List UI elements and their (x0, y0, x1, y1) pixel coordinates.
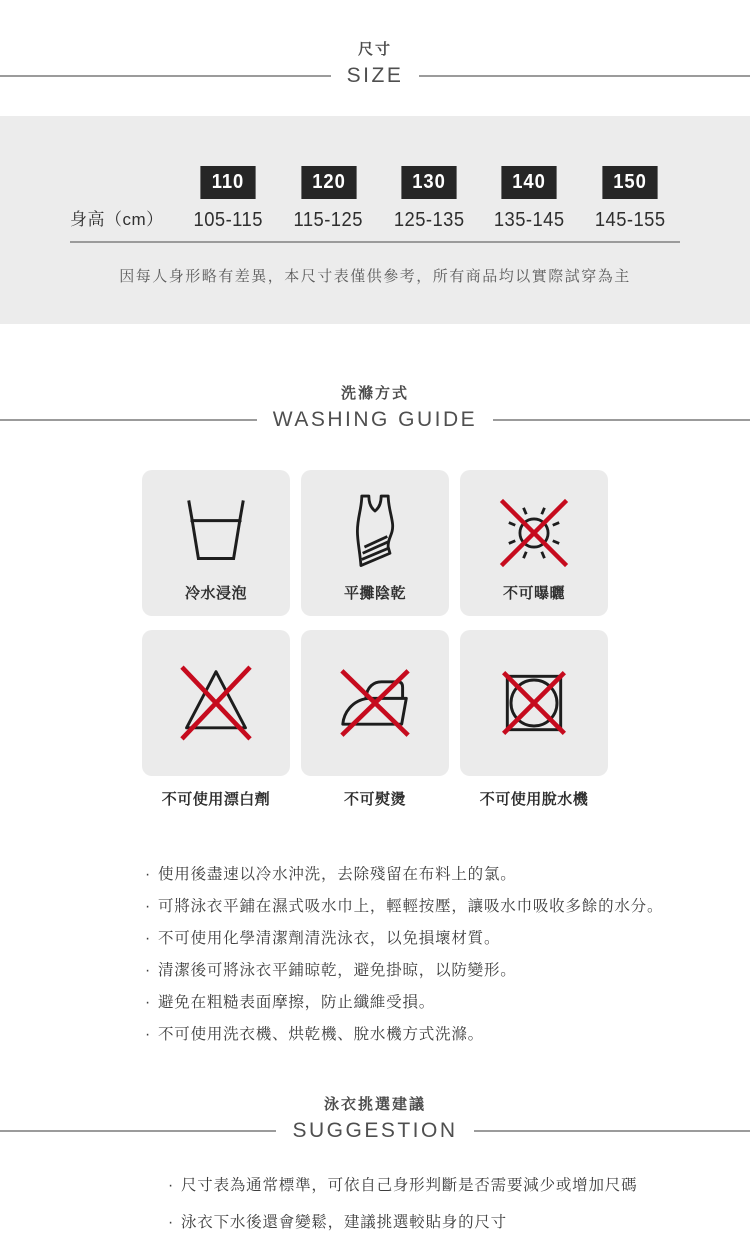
bullet-dot: · (145, 930, 151, 947)
care-card-no-iron (301, 630, 449, 809)
bullet-dot: · (145, 866, 151, 883)
care-label: 不可曝曬 (502, 585, 565, 602)
swimsuit-icon (331, 489, 419, 577)
washing-tip-text: 使用後盡速以冷水沖洗，去除殘留在布料上的氯。 (157, 866, 517, 883)
washing-tip (145, 955, 710, 987)
care-card-no-spin-dryer (460, 630, 608, 809)
suggestion-section-header (0, 1093, 750, 1143)
suggestion-tip-text: 尺寸表為通常標準，可依自己身形判斷是否需要減少或增加尺碼 (180, 1177, 638, 1194)
size-column (580, 166, 680, 232)
care-card-no-sun (460, 470, 608, 616)
divider-line (0, 75, 331, 77)
washing-tip (145, 859, 710, 891)
suggestion-title-en: SUGGESTION (292, 1119, 458, 1142)
bullet-dot: · (168, 1214, 174, 1231)
bullet-dot: · (145, 994, 151, 1011)
size-badge: 110 (201, 166, 256, 199)
washing-section-header (0, 382, 750, 432)
care-label: 不可使用漂白劑 (161, 791, 271, 808)
height-range: 105-115 (193, 209, 263, 231)
size-badge: 150 (602, 166, 657, 199)
no-iron-icon (329, 657, 421, 749)
size-column (479, 166, 579, 232)
height-row-label: 身高（cm） (70, 210, 164, 229)
size-column (379, 166, 479, 232)
size-column (178, 166, 278, 232)
bullet-dot: · (145, 962, 151, 979)
washing-title-zh: 洗滌方式 (340, 385, 409, 402)
divider-line (0, 419, 257, 421)
no-bleach-icon (170, 657, 262, 749)
washing-tip-text: 清潔後可將泳衣平鋪晾乾，避免掛晾，以防變形。 (157, 962, 517, 979)
washing-tip (145, 987, 710, 1019)
bullet-dot: · (145, 898, 151, 915)
washing-tips-list (145, 859, 710, 1051)
size-column (278, 166, 378, 232)
bullet-dot: · (145, 1026, 151, 1043)
care-card-no-bleach (142, 630, 290, 809)
no-spin-dryer-icon (488, 657, 580, 749)
care-card-cold-water (142, 470, 290, 616)
suggestion-tips-list (168, 1167, 710, 1241)
washing-tip-text: 不可使用洗衣機、烘乾機、脫水機方式洗滌。 (157, 1026, 484, 1043)
care-label: 不可熨燙 (343, 791, 406, 808)
washing-tip (145, 891, 710, 923)
care-label: 平攤陰乾 (343, 585, 406, 602)
washing-tip-text: 不可使用化學清潔劑清洗泳衣，以免損壞材質。 (157, 930, 501, 947)
washing-tip (145, 1019, 710, 1051)
care-card-flat-dry (301, 470, 449, 616)
height-range: 115-125 (293, 209, 364, 231)
height-range: 135-145 (494, 209, 565, 231)
washing-icon-grid (142, 470, 608, 809)
care-label: 不可使用脫水機 (479, 791, 589, 808)
size-title-zh: 尺寸 (357, 41, 392, 58)
height-range: 145-155 (594, 209, 666, 231)
basin-icon (172, 489, 260, 577)
divider-line (419, 75, 750, 77)
suggestion-tip (168, 1167, 710, 1204)
size-badge: 120 (301, 166, 356, 199)
size-badge: 130 (401, 166, 456, 199)
size-section-header (0, 38, 750, 88)
care-label: 冷水浸泡 (184, 585, 247, 602)
suggestion-title-zh: 泳衣挑選建議 (323, 1096, 426, 1113)
divider-line (493, 419, 750, 421)
washing-tip (145, 923, 710, 955)
size-badge: 140 (502, 166, 557, 199)
size-table (70, 166, 680, 243)
divider-line (0, 1130, 276, 1132)
size-disclaimer: 因每人身形略有差異，本尺寸表僅供參考，所有商品均以實際試穿為主 (119, 268, 631, 285)
divider-line (474, 1130, 750, 1132)
height-range: 125-135 (393, 209, 465, 231)
bullet-dot: · (168, 1177, 174, 1194)
washing-tip-text: 可將泳衣平鋪在濕式吸水巾上，輕輕按壓，讓吸水巾吸收多餘的水分。 (157, 898, 664, 915)
washing-title-en: WASHING GUIDE (272, 408, 478, 431)
washing-tip-text: 避免在粗糙表面摩擦，防止纖維受損。 (157, 994, 436, 1011)
size-title-en: SIZE (346, 64, 404, 87)
size-chart-band (0, 116, 750, 324)
no-sun-icon (490, 489, 578, 577)
suggestion-tip-text: 泳衣下水後還會變鬆，建議挑選較貼身的尺寸 (180, 1214, 507, 1231)
suggestion-tip (168, 1204, 710, 1241)
